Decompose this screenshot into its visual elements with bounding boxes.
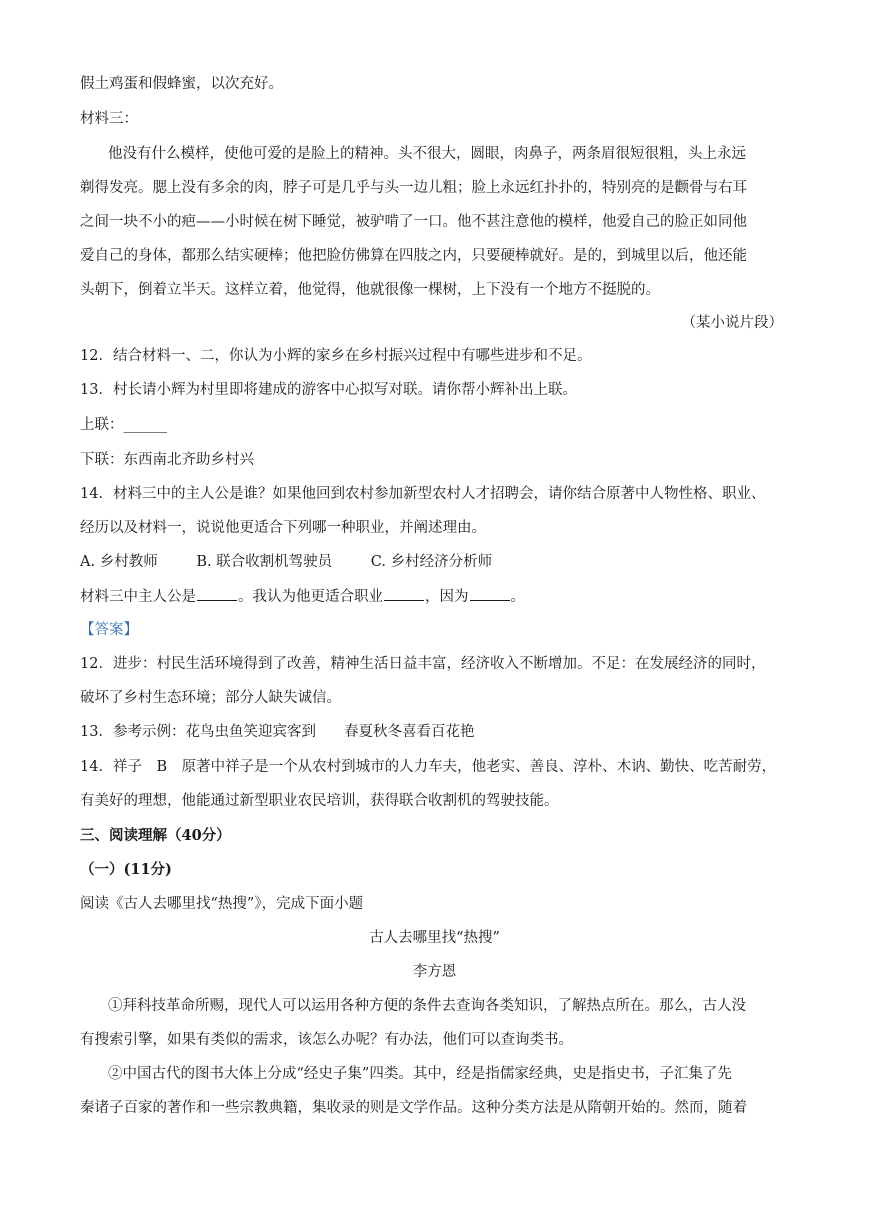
- source-note: （某小说片段）: [681, 315, 783, 331]
- novel-excerpt-line: 他没有什么模样，使他可爱的是脸上的精神。头不很大，圆眼，肉鼻子，两条眉很短很粗，头上永远: [108, 146, 746, 162]
- novel-excerpt-line: 头朝下，倒着立半天。这样立着，他觉得，他就很像一棵树，上下没有一个地方不挺脱的。: [80, 282, 660, 298]
- fill-in-line: [80, 586, 800, 607]
- section-heading: 三、阅读理解（40分）: [80, 827, 231, 844]
- material-three-label: 材料三：: [80, 111, 138, 127]
- options-row: [80, 552, 800, 572]
- reading-instruction: 阅读《古人去哪里找“热搜”》，完成下面小题: [80, 896, 364, 912]
- option-a: A. 乡村教师: [80, 554, 158, 570]
- novel-excerpt-line: 剃得发亮。腮上没有多余的肉，脖子可是几乎与头一边儿粗；脸上永远红扑扑的，特别亮的是颧骨与右耳: [80, 180, 747, 196]
- article-title: 古人去哪里找“热搜”: [369, 930, 500, 946]
- question-14: 14．材料三中的主人公是谁？如果他回到农村参加新型农村人才招聘会，请你结合原著中人物性格、职业、: [80, 486, 766, 502]
- blank-field[interactable]: [197, 586, 237, 601]
- fill-text: 材料三中主人公是: [80, 589, 196, 605]
- question-12: 12．结合材料一、二，你认为小辉的家乡在乡村振兴过程中有哪些进步和不足。: [80, 348, 592, 364]
- answer-line: 有美好的理想，他能通过新型职业农民培训，获得联合收割机的驾驶技能。: [80, 793, 559, 809]
- article-paragraph-line: 有搜索引擎，如果有类似的需求，该怎么办呢？有办法，他们可以查询类书。: [80, 1032, 573, 1048]
- couplet-answer-lower: 春夏秋冬喜看百花艳: [343, 724, 475, 740]
- fill-text: 。我认为他更适合职业: [238, 589, 383, 605]
- couplet-answer-upper: 13．参考示例：花鸟虫鱼笑迎宾客到: [80, 724, 316, 740]
- answer-line: [80, 722, 800, 742]
- blank-field[interactable]: [384, 586, 424, 601]
- fill-text: ，因为: [425, 589, 469, 605]
- article-paragraph-line: ①拜科技革命所赐，现代人可以运用各种方便的条件去查询各类知识，了解热点所在。那么，古人没: [108, 998, 746, 1014]
- answer-line: 14．祥子 B 原著中祥子是一个从农村到城市的人力车夫，他老实、善良、淳朴、木讷、勤快、吃苦耐劳，: [80, 759, 777, 775]
- question-14-cont: 经历以及材料一，说说他更适合下列哪一种职业，并阐述理由。: [80, 520, 486, 536]
- answer-label: 【答案】: [80, 622, 138, 638]
- novel-excerpt-line: 之间一块不小的疤——小时候在树下睡觉，被驴啃了一口。他不甚注意他的模样，他爱自己的脸正如同他: [80, 214, 747, 230]
- answer-line: 12．进步：村民生活环境得到了改善，精神生活日益丰富，经济收入不断增加。不足：在发展经济的同时，: [80, 656, 766, 672]
- fill-text: 。: [510, 589, 525, 605]
- subsection-heading: （一）(11分): [80, 861, 172, 878]
- article-paragraph-line: ②中国古代的图书大体上分成“经史子集”四类。其中，经是指儒家经典，史是指史书，子汇集了先: [108, 1066, 732, 1082]
- couplet-lower: 下联：东西南北齐助乡村兴: [80, 452, 254, 468]
- couplet-upper: 上联：______: [80, 417, 167, 433]
- option-c: C. 乡村经济分析师: [370, 554, 493, 570]
- article-paragraph-line: 秦诸子百家的著作和一些宗教典籍，集收录的则是文学作品。这种分类方法是从隋朝开始的。然而，随着: [80, 1100, 747, 1116]
- option-b: B. 联合收割机驾驶员: [196, 554, 333, 570]
- article-author: 李方恩: [412, 964, 457, 980]
- novel-excerpt-line: 爱自己的身体，都那么结实硬棒；他把脸仿佛算在四肢之内，只要硬棒就好。是的，到城里以后，他还能: [80, 248, 747, 264]
- answer-line: 破坏了乡村生态环境；部分人缺失诚信。: [80, 690, 341, 706]
- question-13: 13．村长请小辉为村里即将建成的游客中心拟写对联。请你帮小辉补出上联。: [80, 382, 577, 398]
- text-line: 假土鸡蛋和假蜂蜜，以次充好。: [80, 76, 283, 92]
- blank-field[interactable]: [470, 586, 510, 601]
